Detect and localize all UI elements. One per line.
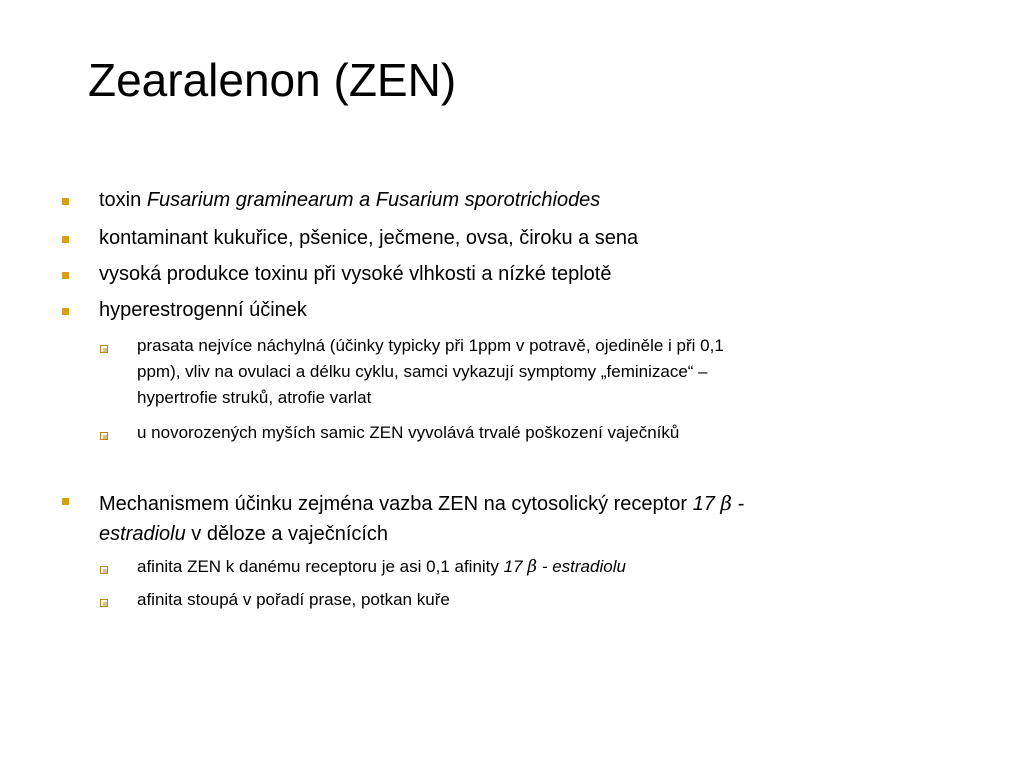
sub-bullet-text: afinita ZEN k danému receptoru je asi 0,1 afinity <box>137 557 504 576</box>
sub-bullet-line: ppm), vliv na ovulaci a délku cyklu, samci vykazují symptomy „feminizace“ – <box>137 362 708 381</box>
sub-bullet-text: afinita stoupá v pořadí prase, potkan kuře <box>137 590 450 609</box>
bullet-text: v děloze a vaječnících <box>185 523 389 545</box>
sub-bullet-italic-text: 17 <box>503 557 528 576</box>
beta-symbol: β <box>527 557 538 577</box>
sub-bullet-marker <box>100 566 108 574</box>
sub-bullet-item <box>137 420 937 446</box>
bullet-text: vysoká produkce toxinu při vysoké vlhkosti a nízké teplotě <box>99 263 612 285</box>
bullet-text: toxin <box>99 189 147 211</box>
sub-bullet-item <box>137 554 937 580</box>
beta-symbol: β <box>720 491 732 515</box>
bullet-text: hyperestrogenní účinek <box>99 299 307 321</box>
slide-title: Zearalenon (ZEN) <box>88 54 457 106</box>
bullet-text: Mechanismem účinku zejména vazba ZEN na cytosolický receptor <box>99 493 693 515</box>
sub-bullet-marker <box>100 599 108 607</box>
sub-bullet-line: prasata nejvíce náchylná (účinky typicky při 1ppm v potravě, ojediněle i při 0,1 <box>137 336 724 355</box>
bullet-italic-text: Fusarium graminearum a Fusarium sporotrichiodes <box>146 189 601 211</box>
bullet-italic-text: 17 <box>692 493 721 515</box>
bullet-line <box>99 519 939 549</box>
sub-bullet-line: hypertrofie struků, atrofie varlat <box>137 388 372 407</box>
sub-bullet-italic-text: - estradiolu <box>537 557 626 576</box>
bullet-text: kontaminant kukuřice, pšenice, ječmene, ovsa, čiroku a sena <box>99 227 639 249</box>
bullet-italic-text: estradiolu <box>99 523 186 545</box>
bullet-item <box>99 488 939 549</box>
bullet-item <box>99 226 939 250</box>
sub-bullet-marker <box>100 432 108 440</box>
bullet-italic-text: - <box>731 493 745 515</box>
sub-bullet-item <box>137 333 937 411</box>
bullet-item <box>99 188 939 212</box>
bullet-item <box>99 298 939 322</box>
sub-bullet-marker <box>100 345 108 353</box>
sub-bullet-text: u novorozených myších samic ZEN vyvolává trvalé poškození vaječníků <box>137 423 680 442</box>
bullet-item <box>99 262 939 286</box>
sub-bullet-item <box>137 587 937 613</box>
bullet-line <box>99 488 939 519</box>
